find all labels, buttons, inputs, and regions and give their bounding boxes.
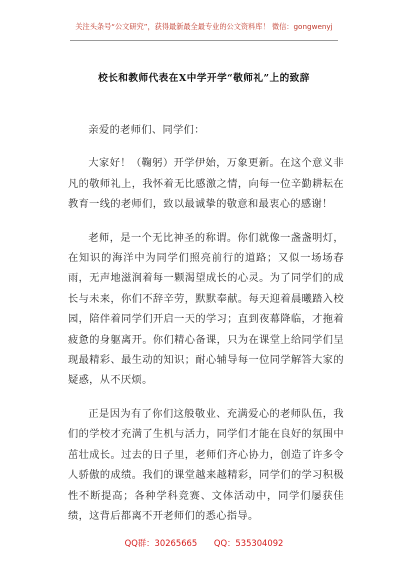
body-paragraph: 老师，是一个无比神圣的称谓。你们就像一盏盏明灯，在知识的海洋中为同学们照亮前行的道路；又似一场场春雨，无声地滋润着每一颗渴望成长的心灵。为了同学们的成长与未来，你们不辞辛劳，默默奉献。每天迎着晨曦踏入校园，陪伴着同学们开启一天的学习；直到夜幕降临，才拖着疲惫的身躯离开。你们精心备课，只为在课堂上给同学们呈现最精彩、最生动的知识；耐心辅导每一位同学解答大家的疑惑，从不厌烦。 (68, 232, 344, 387)
body-paragraph: 大家好！（鞠躬）开学伊始，万象更新。在这个意义非凡的敬师礼上，我怀着无比感激之情，向每一位辛勤耕耘在教育一线的老师们，致以最诚挚的敬意和最衷心的感谢！ (68, 158, 344, 211)
document-body (68, 121, 344, 527)
salutation: 亲爱的老师们、同学们： (88, 125, 205, 136)
document-title: 校长和教师代表在X中学开学“敬师礼”上的致辞 (98, 73, 310, 84)
body-paragraph: 正是因为有了你们这般敬业、充满爱心的老师队伍，我们的学校才充满了生机与活力，同学们才能在良好的氛围中茁壮成长。过去的日子里，老师们齐心协力，创造了许多令人骄傲的成绩。我们的课堂越来越精彩，同学们的学习积极性不断提高；各种学科竞赛、文体活动中，同学们屡获佳绩，这背后都离不开老师们的悉心指导。 (68, 408, 344, 522)
footer-contacts: QQ群：30265665 QQ：535304092 (124, 538, 284, 548)
header-divider (70, 40, 338, 41)
header-banner: 关注头条号“公文研究”，获得最新最全最专业的公文资料库！ 微信：gongwenyj (75, 22, 333, 31)
